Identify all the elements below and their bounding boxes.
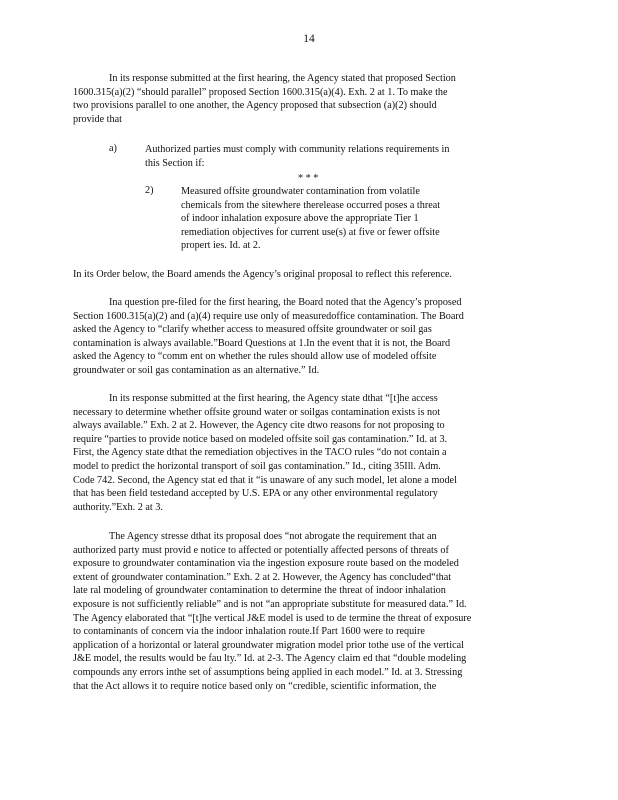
text-line: The Agency elaborated that “[t]he vertical J&E model is used to de termine the threat of exposure [73,612,472,624]
text-line: necessary to determine whether offsite ground water or soilgas contamination exists is not [73,406,441,418]
text-line: Section 1600.315(a)(2) and (a)(4) require use only of measuredoffice contamination. The Board [73,310,464,322]
text-line: late ral modeling of groundwater contamination to determine the threat of indoor inhalation [73,585,446,597]
paragraph-3 [73,296,533,378]
paragraph-1 [73,72,533,126]
paragraph-2 [73,268,533,282]
text-line: require “parties to provide notice based on modeled offsite soil gas contamination.” Id. at 3. [73,433,448,445]
paragraph-5 [73,530,533,693]
text-line: In its Order below, the Board amends the Agency’s original proposal to reflect this reference. [73,269,452,280]
text-line: In its response submitted at the first hearing, the Agency stated that proposed Section [109,73,456,84]
text-line: J&E model, the results would be fau lty.” Id. at 2-3. The Agency claim ed that “double modeling [73,653,467,665]
text-line: always available.” Exh. 2 at 2. However, the Agency cite dtwo reasons for not proposing to [73,420,445,432]
paragraph-4 [73,392,533,514]
text-line: model to predict the horizontal transport of soil gas contamination.” Id., citing 35Ill. Adm. [73,460,441,472]
text-line: Ina question pre-filed for the first hearing, the Board noted that the Agency’s proposed [109,297,462,308]
text-line: that has been field testedand accepted by U.S. EPA or any other environmental regulatory [73,488,438,500]
list-label-a: a) [109,143,117,154]
text-line: 1600.315(a)(2) “should parallel” proposed Section 1600.315(a)(4). Exh. 2 at 1. To make the [73,86,448,98]
text-line: asked the Agency to “comm ent on whether the rules should allow use of modeled offsite [73,351,437,363]
page-number: 14 [303,33,315,45]
text-line: chemicals from the sitewhere therelease occurred poses a threat [181,199,441,211]
text-line: provide that [73,113,122,125]
text-line: propert ies. Id. at 2. [181,240,261,252]
text-line: Measured offsite groundwater contamination from volatile [181,186,420,197]
list-item-a [145,143,507,170]
text-line: extent of groundwater contamination.” Exh. 2 at 2. However, the Agency has concluded“that [73,571,452,583]
list-item-2 [181,185,491,253]
list-label-2: 2) [145,185,154,196]
text-line: that the Act allows it to require notice based only on “credible, scientific information, the [73,680,437,692]
text-line: contamination is always available.”Board Questions at 1.In the event that it is not, the Board [73,337,451,349]
text-line: compounds any errors inthe set of assumptions being applied in each model.” Id. at 3. Stressing [73,666,463,678]
text-line: exposure to groundwater contamination via the ingestion exposure route based on the modeled [73,558,459,570]
text-line: asked the Agency to “clarify whether access to measured offsite groundwater or soil gas [73,324,432,336]
text-line: authorized party must provid e notice to affected or potentially affected persons of threats of [73,544,449,556]
text-line: First, the Agency state dthat the remediation objectives in the TACO rules “do not contain a [73,447,447,459]
text-line: to contaminants of concern via the indoor inhalation route.If Part 1600 were to require [73,626,425,638]
text-line: Authorized parties must comply with community relations requirements in [145,144,450,155]
text-line: authority.”Exh. 2 at 3. [73,501,163,513]
text-line: In its response submitted at the first hearing, the Agency state dthat “[t]he access [109,393,438,404]
text-line: two provisions parallel to one another, the Agency proposed that subsection (a)(2) should [73,100,437,112]
text-line: The Agency stresse dthat its proposal does “not abrogate the requirement that an [109,531,437,542]
text-line: Code 742. Second, the Agency stat ed that it “is unaware of any such model, let alone a model [73,474,457,486]
text-line: this Section if: [145,157,205,169]
text-line: remediation objectives for current use(s) at five or fewer offsite [181,226,440,238]
text-line: of indoor inhalation exposure above the appropriate Tier 1 [181,213,419,225]
text-line: exposure is not sufficiently reliable” and is not “an appropriate substitute for measured data.” Id. [73,598,467,610]
text-line: application of a horizontal or lateral groundwater migration model prior tothe use of the vertical [73,639,464,651]
text-line: groundwater or soil gas contamination as an alternative.” Id. [73,364,320,376]
ellipsis-stars: * * * [298,173,319,184]
